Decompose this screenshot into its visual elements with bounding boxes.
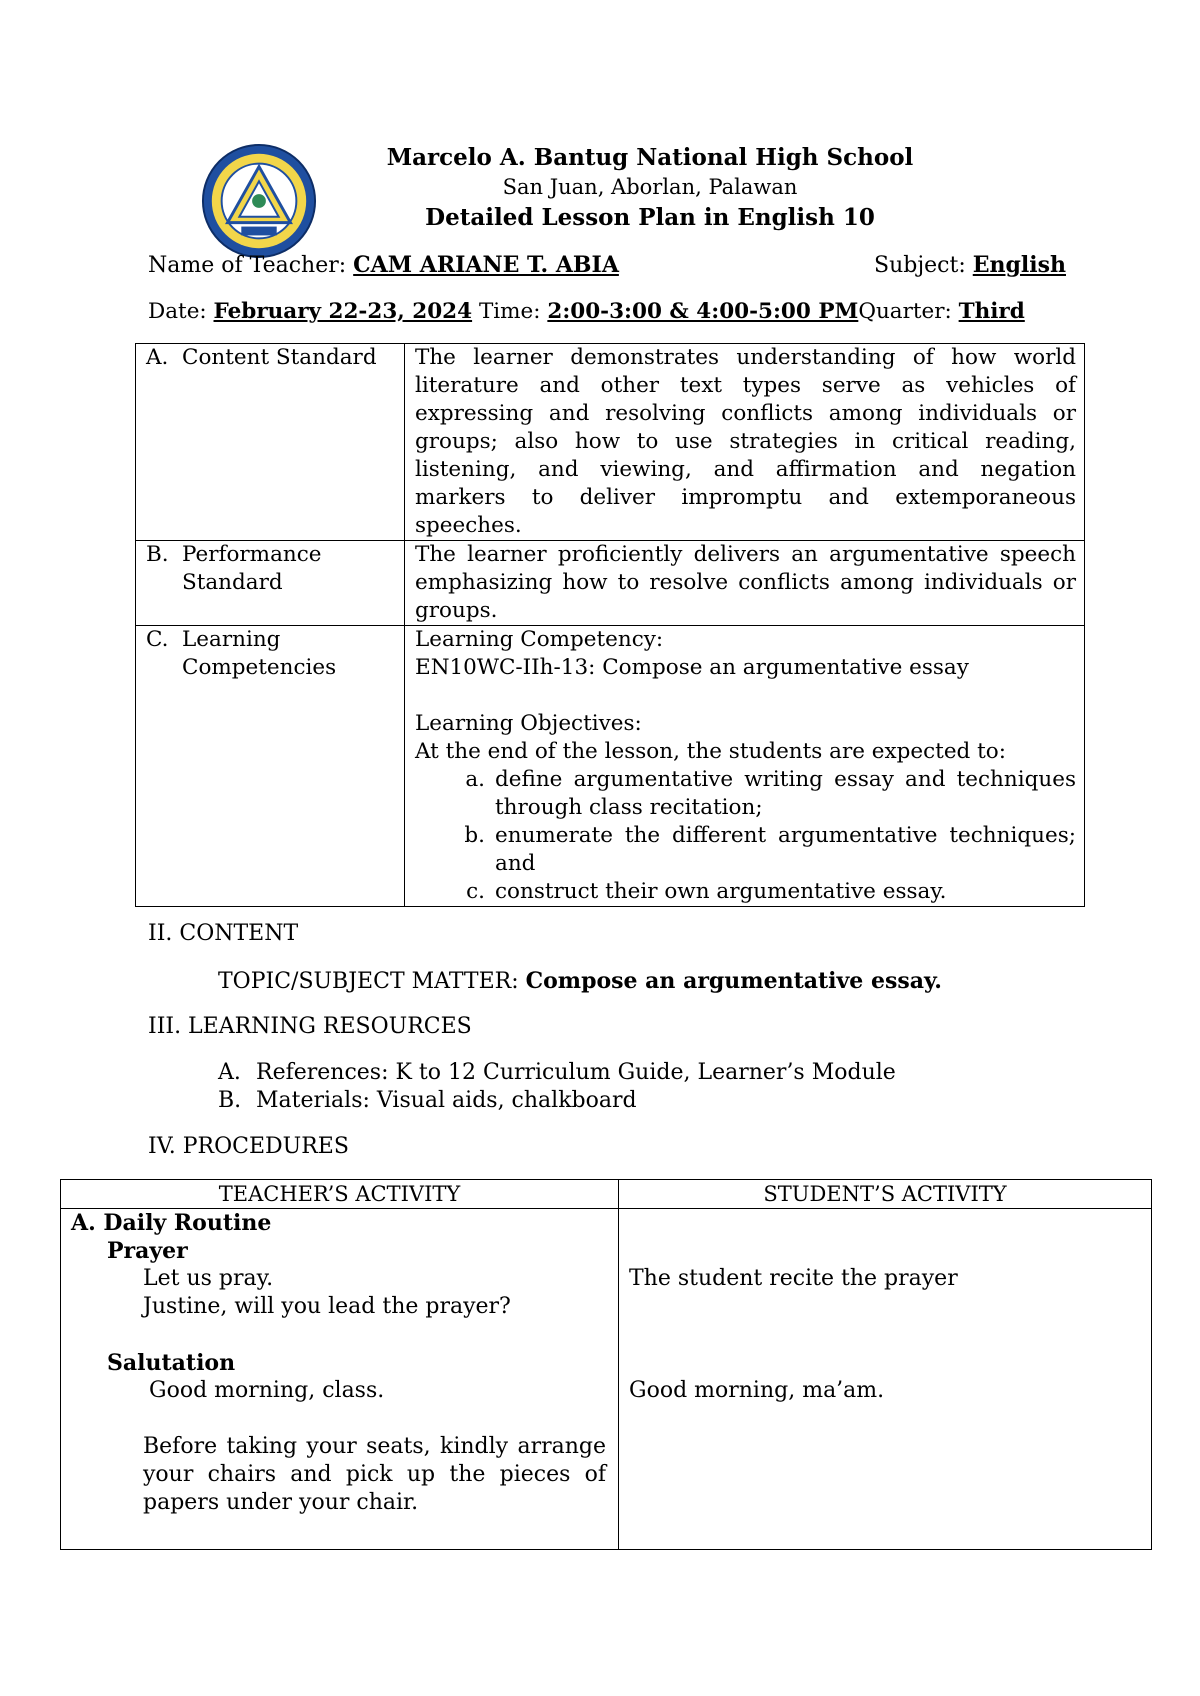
performance-standard-label: Performance Standard [182,542,322,595]
date-label: Date: [148,299,207,324]
objectives-list [415,766,1076,906]
objectives-intro: At the end of the lesson, the students are expected to: [415,739,1006,764]
performance-standard-text: The learner proficiently delivers an argumentative speech emphasizing how to resolve conflicts among individuals or groups. [405,541,1085,626]
row-letter: A. [146,345,169,370]
school-address: San Juan, Aborlan, Palawan [502,175,798,199]
topic-value: Compose an argumentative essay. [525,968,942,994]
student-prayer-response: The student recite the prayer [629,1266,958,1291]
list-item: b. enumerate the different argumentative techniques; and [464,823,1076,876]
topic-line [218,968,942,994]
content-standard-label: Content Standard [182,345,377,370]
objectives-label: Learning Objectives: [415,711,642,736]
performance-standard-row [136,541,1085,626]
subject-value: English [972,252,1066,278]
subject-label: Subject: [874,253,966,278]
student-greeting-response: Good morning, ma’am. [629,1378,885,1403]
teacher-activity-header: TEACHER’S ACTIVITY [61,1180,619,1209]
date-value: February 22-23, 2024 [213,299,473,324]
learning-competencies-label: Learning Competencies [182,627,337,680]
procedures-header-row [61,1180,1152,1209]
content-heading: II. CONTENT [148,921,299,946]
competency-label: Learning Competency: [415,627,664,652]
student-activity-header: STUDENT’S ACTIVITY [619,1180,1152,1209]
daily-routine-row [61,1209,1152,1550]
teacher-label: Name of Teacher: [148,253,347,278]
resources-heading: III. LEARNING RESOURCES [148,1014,472,1039]
salutation-line: Good morning, class. [149,1378,385,1403]
content-standard-row [136,344,1085,541]
teacher-name: CAM ARIANE T. ABIA [353,252,619,278]
list-item: c. construct their own argumentative essay. [466,879,947,904]
date-line [148,299,1025,324]
teacher-line [148,252,619,278]
standards-table [135,343,1085,907]
time-label: Time: [478,299,541,324]
quarter-label: Quarter: [858,299,952,324]
daily-routine-title: A. Daily Routine [71,1210,272,1236]
quarter-value: Third [958,299,1025,324]
procedures-table [60,1179,1152,1550]
resource-materials: B. Materials: Visual aids, chalkboard [218,1088,637,1113]
list-item: a. define argumentative writing essay and techniques through class recitation; [465,767,1076,820]
row-letter: B. [146,542,169,567]
time-value: 2:00-3:00 & 4:00-5:00 PM [547,299,859,324]
salutation-title: Salutation [107,1350,236,1376]
school-name: Marcelo A. Bantug National High School [386,144,914,171]
subject-line [874,252,1066,278]
content-standard-text: The learner demonstrates understanding of how world literature and other text types serve as vehicles of expressing and resolving conflicts among individuals or groups; also how to use strategies in critical reading, listening, and viewing, and affirmation and negation markers to deliver impromptu and extemporaneous speeches. [405,344,1085,541]
competency-code: EN10WC-IIh-13: Compose an argumentative essay [415,655,969,680]
arrange-instruction: Before taking your seats, kindly arrange your chairs and pick up the pieces of papers under your chair. [143,1434,606,1515]
procedures-heading: IV. PROCEDURES [148,1134,349,1159]
prayer-title: Prayer [107,1238,188,1264]
learning-competencies-row [136,626,1085,907]
prayer-line-2: Justine, will you lead the prayer? [143,1294,511,1319]
topic-label: TOPIC/SUBJECT MATTER: [218,969,519,994]
plan-title: Detailed Lesson Plan in English 10 [425,204,875,231]
prayer-line-1: Let us pray. [143,1266,274,1291]
resource-references: A. References: K to 12 Curriculum Guide, Learner’s Module [218,1060,896,1085]
row-letter: C. [146,627,169,652]
